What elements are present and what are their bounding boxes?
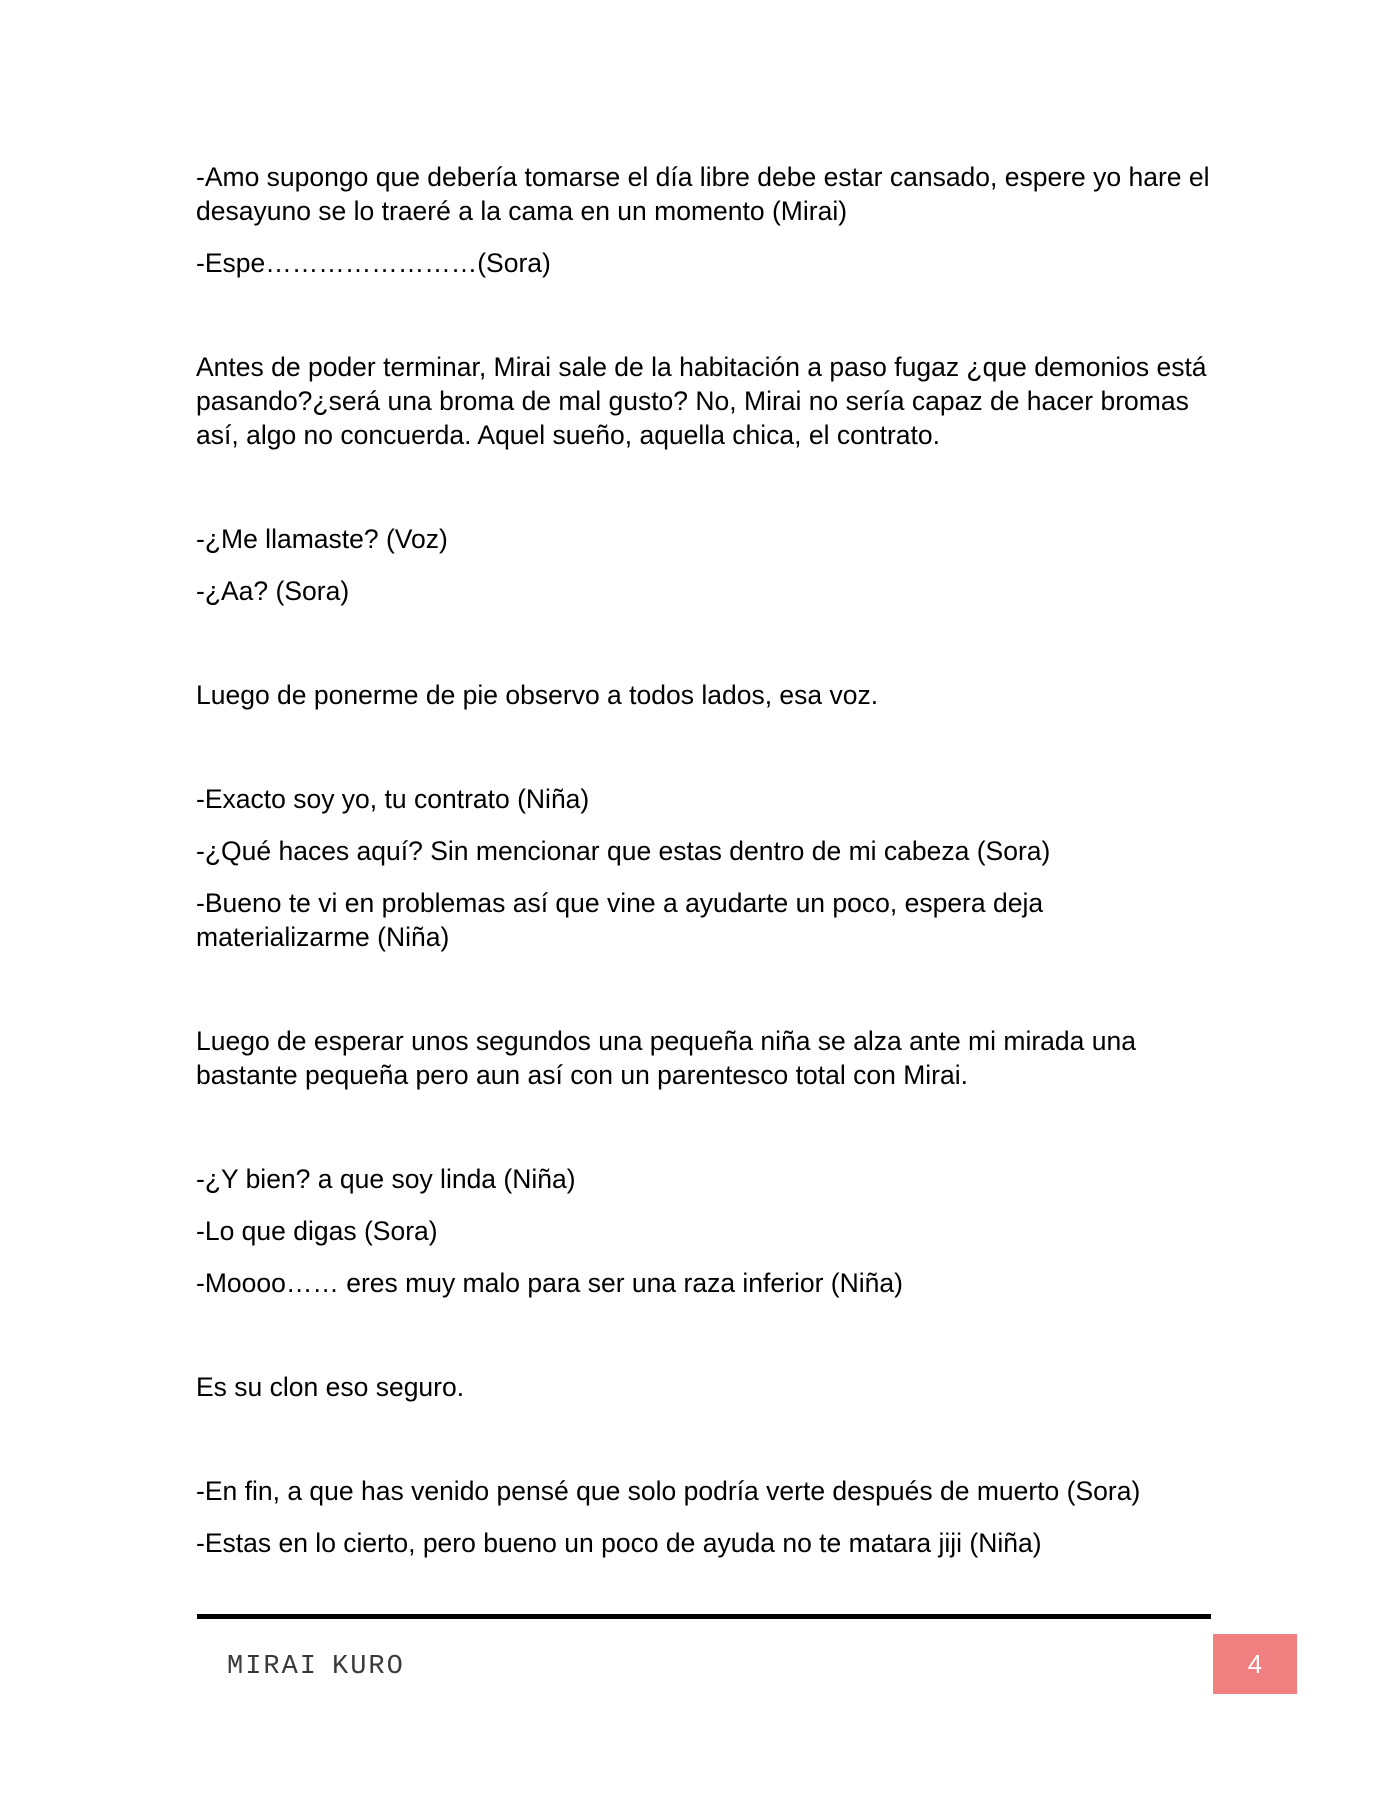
dialogue-line: -¿Me llamaste? (Voz) bbox=[196, 524, 448, 554]
footer-logo-word: MIRAI bbox=[227, 1652, 319, 1682]
footer-logo-word: KURO bbox=[332, 1652, 405, 1682]
narration-paragraph: Antes de poder terminar, Mirai sale de la habitación a paso fugaz ¿que demonios está pasando?¿será una broma de mal gusto? No, Mirai no sería capaz de hacer bromas así, algo no concuerda. Aquel sueño, aquella chica, el contrato. bbox=[196, 352, 1207, 450]
dialogue-line: -¿Y bien? a que soy linda (Niña) bbox=[196, 1164, 576, 1194]
page-body bbox=[196, 160, 1216, 1578]
dialogue-line: -Exacto soy yo, tu contrato (Niña) bbox=[196, 784, 590, 814]
dialogue-line: -Bueno te vi en problemas así que vine a ayudarte un poco, espera deja materializarme (Niña) bbox=[196, 888, 1044, 952]
narration-paragraph: Es su clon eso seguro. bbox=[196, 1372, 465, 1402]
dialogue-line: -Lo que digas (Sora) bbox=[196, 1216, 438, 1246]
page-number: 4 bbox=[1247, 1648, 1263, 1679]
narration-paragraph: Luego de ponerme de pie observo a todos lados, esa voz. bbox=[196, 680, 879, 710]
dialogue-line: -Espe……………………(Sora) bbox=[196, 248, 551, 278]
dialogue-line: -¿Qué haces aquí? Sin mencionar que estas dentro de mi cabeza (Sora) bbox=[196, 836, 1051, 866]
footer-logo bbox=[227, 1652, 405, 1682]
page-number-badge bbox=[1213, 1634, 1297, 1694]
dialogue-line: -En fin, a que has venido pensé que solo podría verte después de muerto (Sora) bbox=[196, 1476, 1141, 1506]
footer-divider bbox=[197, 1614, 1211, 1619]
dialogue-line: -¿Aa? (Sora) bbox=[196, 576, 350, 606]
dialogue-line: -Moooo…… eres muy malo para ser una raza inferior (Niña) bbox=[196, 1268, 903, 1298]
dialogue-line: -Amo supongo que debería tomarse el día libre debe estar cansado, espere yo hare el desayuno se lo traeré a la cama en un momento (Mirai) bbox=[196, 162, 1210, 226]
narration-paragraph: Luego de esperar unos segundos una pequeña niña se alza ante mi mirada una bastante pequeña pero aun así con un parentesco total con Mirai. bbox=[196, 1026, 1136, 1090]
dialogue-line: -Estas en lo cierto, pero bueno un poco de ayuda no te matara jiji (Niña) bbox=[196, 1528, 1042, 1558]
